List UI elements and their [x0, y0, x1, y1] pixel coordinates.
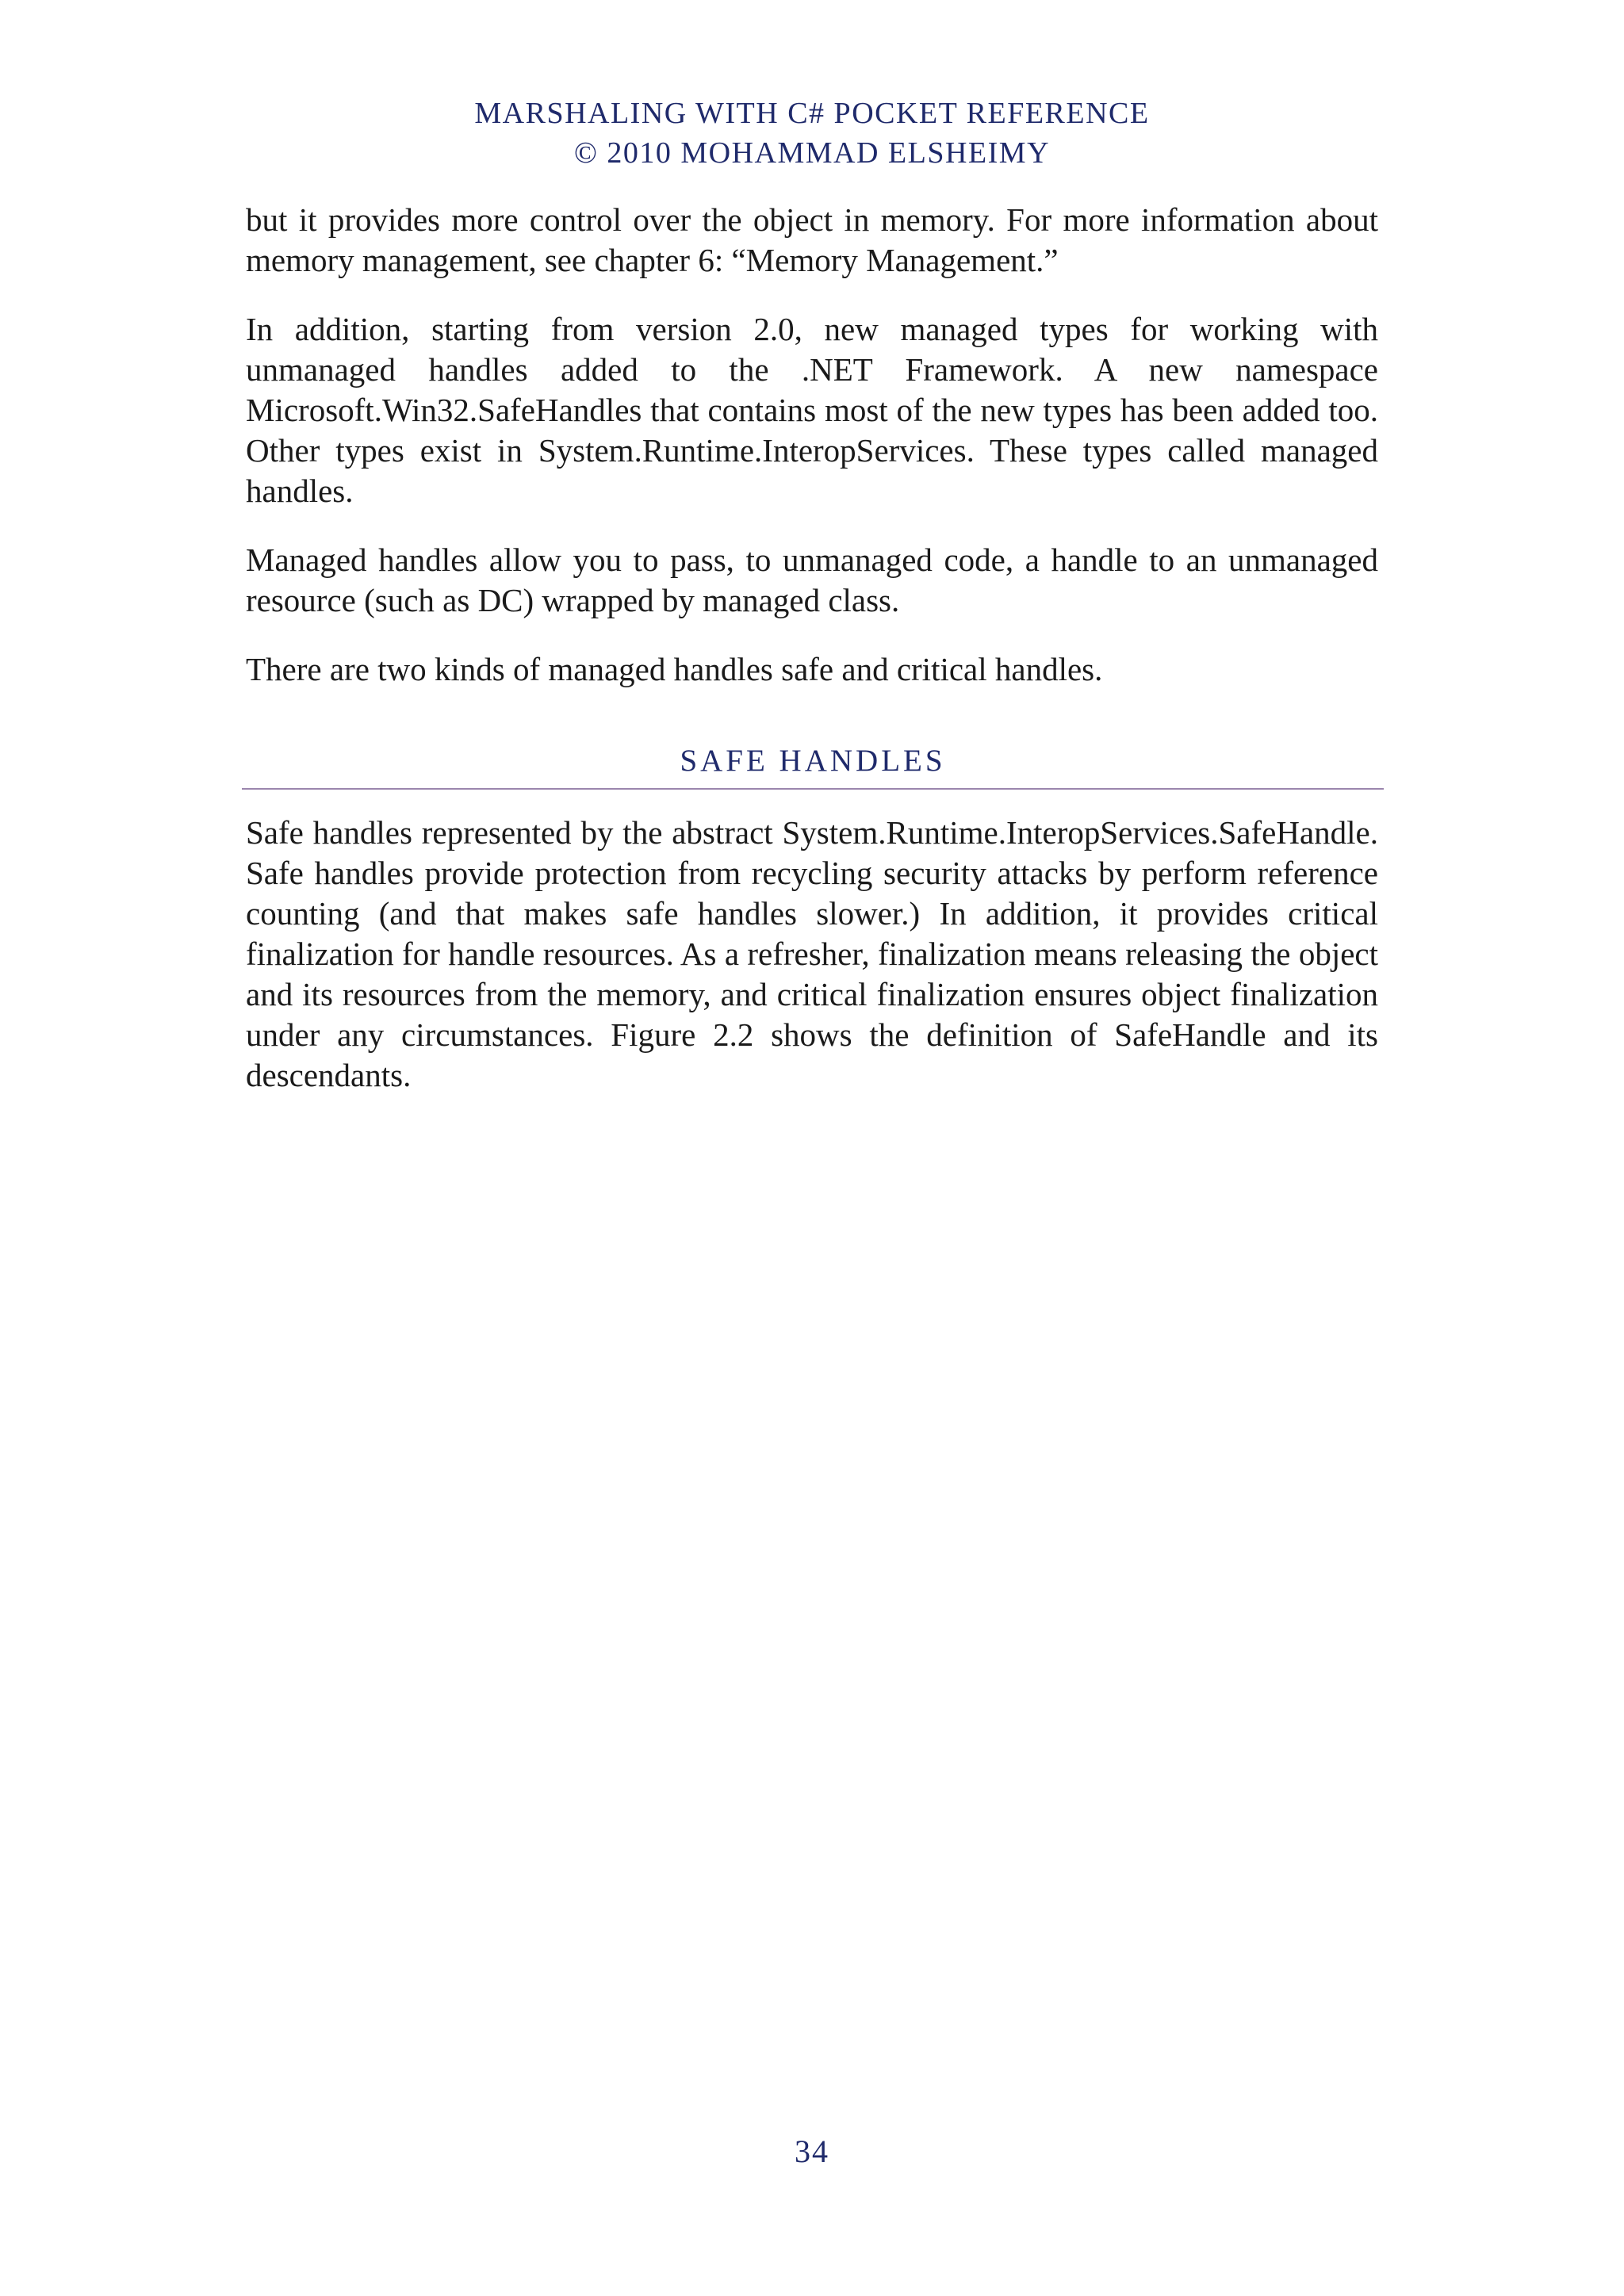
section-body-text [246, 813, 1378, 1096]
page-number: 34 [795, 2133, 829, 2169]
section-heading: SAFE HANDLES [680, 744, 946, 778]
paragraph: but it provides more control over the object in memory. For more information about memory management, see chapter 6: “Memory Management.” [246, 201, 1378, 278]
paragraph: Safe handles represented by the abstract System.Runtime.InteropServices.SafeHandle. Safe handles provide protection from recycling security attacks by perform reference counting (and that makes safe handles slower.) In addition, it provides critical finalization for handle resources. As a refresher, finalization means releasing the object and its resources from the memory, and critical finalization ensures object finalization under any circumstances. Figure 2.2 shows the definition of SafeHandle and its descendants. [246, 814, 1378, 1093]
section-heading-block [242, 739, 1384, 790]
section-divider [242, 788, 1384, 790]
running-header [0, 94, 1624, 173]
header-title: MARSHALING WITH C# POCKET REFERENCE [474, 97, 1150, 130]
paragraph: There are two kinds of managed handles safe and critical handles. [246, 651, 1103, 687]
paragraph: In addition, starting from version 2.0, new managed types for working with unmanaged handles added to the .NET Framework. A new namespace Microsoft.Win32.SafeHandles that contains most of the new types has been added too. Other types exist in System.Runtime.InteropServices. These types called managed handles. [246, 311, 1378, 509]
header-copyright: © 2010 MOHAMMAD ELSHEIMY [573, 136, 1051, 170]
body-text [246, 200, 1378, 718]
paragraph: Managed handles allow you to pass, to unmanaged code, a handle to an unmanaged resource (such as DC) wrapped by managed class. [246, 541, 1378, 618]
